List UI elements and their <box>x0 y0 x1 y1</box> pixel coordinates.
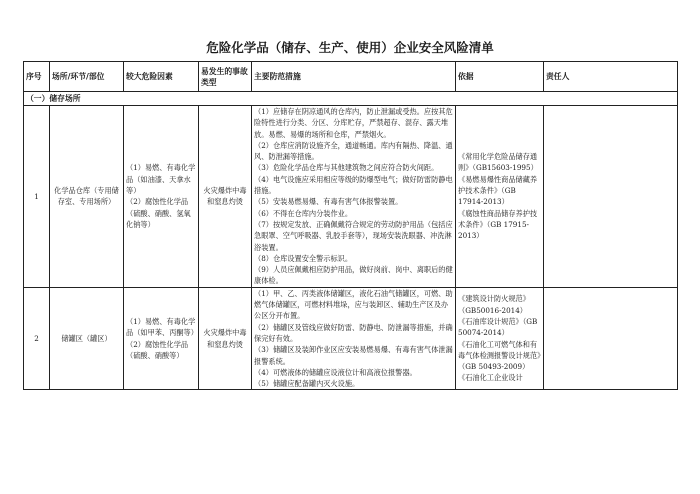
col-header-place: 场所/环节/部位 <box>50 62 124 92</box>
row-owner <box>544 287 678 390</box>
col-header-accident: 易发生的事故类型 <box>199 62 252 92</box>
row-measures <box>252 287 456 390</box>
measure-item: （4）可燃液体的储罐应设液位计和高液位报警器。 <box>254 367 417 377</box>
row-accident: 火灾爆炸中毒和窒息灼烫 <box>199 106 252 288</box>
col-header-measures: 主要防范措施 <box>252 62 456 92</box>
page-title: 危险化学品（储存、生产、使用）企业安全风险清单 <box>206 40 494 55</box>
row-hazards <box>124 106 199 288</box>
measure-item: （4）电气设施应采用相应等级的防爆型电气；做好防雷防静电措施。 <box>254 174 453 196</box>
measure-item: （5）储罐应配备罐内灭火设施。 <box>254 379 360 389</box>
row-basis <box>456 287 544 390</box>
row-place: 储罐区（罐区） <box>50 287 124 390</box>
row-number: 2 <box>24 287 50 390</box>
basis-item: 《石油化工企业设计 <box>458 373 523 383</box>
row-accident: 火灾爆炸中毒和窒息灼烫 <box>199 287 252 390</box>
risk-table <box>23 61 678 390</box>
measure-item: （2）储罐区及管线应做好防雷、防静电、防泄漏等措施，并确保完好有效。 <box>254 322 453 343</box>
measure-item: （7）按规定发放、正确佩戴符合规定的劳动防护用品（包括应急眼罩、空气呼吸器、乳胶手套等），现场安装洗眼器、冲洗淋浴装置。 <box>254 219 453 252</box>
col-header-basis: 依据 <box>456 62 544 92</box>
basis-item: 《常用化学危险品储存通则》（GB15603-1995） <box>458 152 538 173</box>
measure-item: （3）储罐区及装卸作业区应安装易燃易爆、有毒有害气体泄漏报警系统。 <box>254 345 453 366</box>
row-number: 1 <box>24 106 50 288</box>
basis-item: 《易燃易爆性商品储藏养护技术条件》（GB 17914-2013） <box>458 174 538 207</box>
measure-item: （3）危险化学品仓库与其他建筑物之间应符合防火间距。 <box>254 163 439 173</box>
measure-item: （5）安装易燃易爆、有毒有害气体报警装置。 <box>254 197 403 207</box>
row-owner <box>544 106 678 288</box>
basis-item: 《建筑设计防火规范》（GB50016-2014） <box>458 294 530 315</box>
row-basis <box>456 106 544 288</box>
section-row <box>24 92 678 106</box>
col-header-no: 序号 <box>24 62 50 92</box>
measure-item: （2）仓库应消防设施齐全，通道畅通。库内有隔热、降温、通风、防泄漏等措施。 <box>254 140 453 162</box>
section-title: （一）储存场所 <box>24 92 678 106</box>
hazard-item: （2）腐蚀性化学品（硫酸、硝酸等） <box>126 339 189 360</box>
basis-item: 《石油化工可燃气体和有毒气体检测报警设计规范》（GB 50493-2009） <box>458 339 541 372</box>
col-header-owner: 责任人 <box>544 62 678 92</box>
hazard-item: （2）腐蚀性化学品（硫酸、硝酸、氢氧化钠等） <box>126 197 191 229</box>
table-row <box>24 287 678 390</box>
table-row <box>24 106 678 288</box>
measure-item: （6）不得在仓库内分装作业。 <box>254 208 353 218</box>
measure-item: （9）人员应佩戴相应防护用品，做好岗前、岗中、离职后的健康体检。 <box>254 265 453 286</box>
row-place: 化学品仓库（专用储存室、专用场所） <box>50 106 124 288</box>
row-hazards <box>124 287 199 390</box>
hazard-item: （1）易燃、有毒化学品（如甲苯、丙酮等） <box>126 316 198 338</box>
table-header-row <box>24 62 678 92</box>
col-header-hazards: 较大危险因素 <box>124 62 199 92</box>
measure-item: （8）仓库设置安全警示标识。 <box>254 253 353 263</box>
hazard-item: （1）易燃、有毒化学品（如油漆、天拿水等） <box>126 163 196 196</box>
basis-item: 《腐蚀性商品储存养护技术条件》（GB 17915-2013） <box>458 208 538 241</box>
measure-item: （1）应储存在阴凉通风的仓库内，防止泄漏或受热。应按其危险特性进行分类、分区、分库贮存，严禁超存、混存、露天堆放。易燃、易爆的场所和仓库，严禁烟火。 <box>254 107 453 139</box>
measure-item: （1）甲、乙、丙类液体储罐区，液化石油气储罐区，可燃、助燃气体储罐区，可燃材料堆垛，应与装卸区、辅助生产区及办公区分开布置。 <box>254 288 453 321</box>
row-measures <box>252 106 456 288</box>
basis-item: 《石油库设计规范》（GB 50074-2014） <box>458 316 538 338</box>
